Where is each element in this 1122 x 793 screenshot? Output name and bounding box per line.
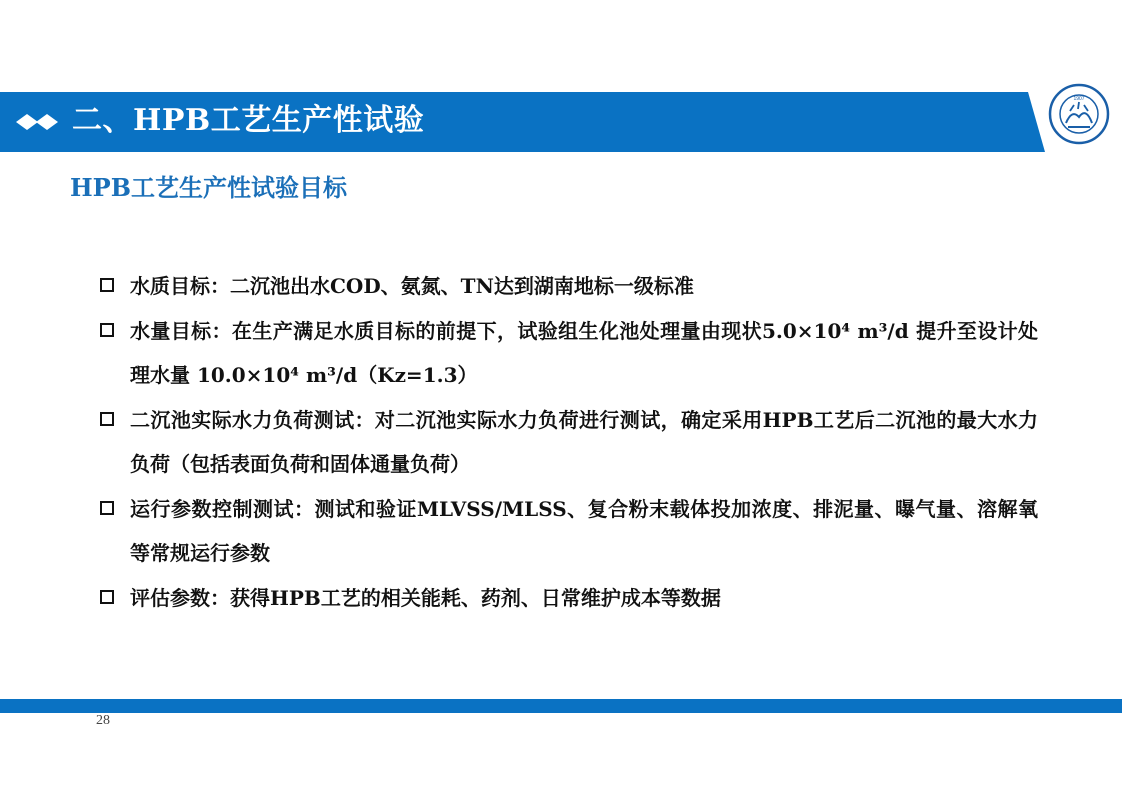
list-item [98,576,1038,621]
checkbox-bullet-icon [100,278,114,292]
checkbox-bullet-icon [100,590,114,604]
checkbox-bullet-icon [100,323,114,337]
university-logo [1048,83,1110,145]
title-banner [0,92,1122,152]
logo-year: 1907 [1073,96,1085,102]
list-item [98,264,1038,309]
checkbox-bullet-icon [100,412,114,426]
footer-bar [0,699,1122,713]
section-subtitle: HPB工艺生产性试验目标 [70,173,348,202]
page-number: 28 [96,713,110,728]
list-item [98,398,1038,487]
page-title: 二、HPB工艺生产性试验 [72,103,425,138]
list-item-text: 水质目标：二沉池出水COD、氨氮、TN达到湖南地标一级标准 [130,274,694,298]
goal-list [98,264,1038,620]
list-item-text: 运行参数控制测试：测试和验证MLVSS/MLSS、复合粉末载体投加浓度、排泥量、曝气量、溶解氧等常规运行参数 [130,496,1038,565]
list-item-text: 水量目标：在生产满足水质目标的前提下，试验组生化池处理量由现状5.0×10⁴ m³/d 提升至设计处理水量 10.0×10⁴ m³/d（Kz=1.3） [130,318,1038,387]
list-item-text: 二沉池实际水力负荷测试：对二沉池实际水力负荷进行测试，确定采用HPB工艺后二沉池的最大水力负荷（包括表面负荷和固体通量负荷） [130,407,1038,476]
checkbox-bullet-icon [100,501,114,515]
diamond-bullet-icon [14,109,66,135]
list-item-text: 评估参数：获得HPB工艺的相关能耗、药剂、日常维护成本等数据 [130,585,721,610]
list-item [98,487,1038,576]
list-item [98,309,1038,398]
